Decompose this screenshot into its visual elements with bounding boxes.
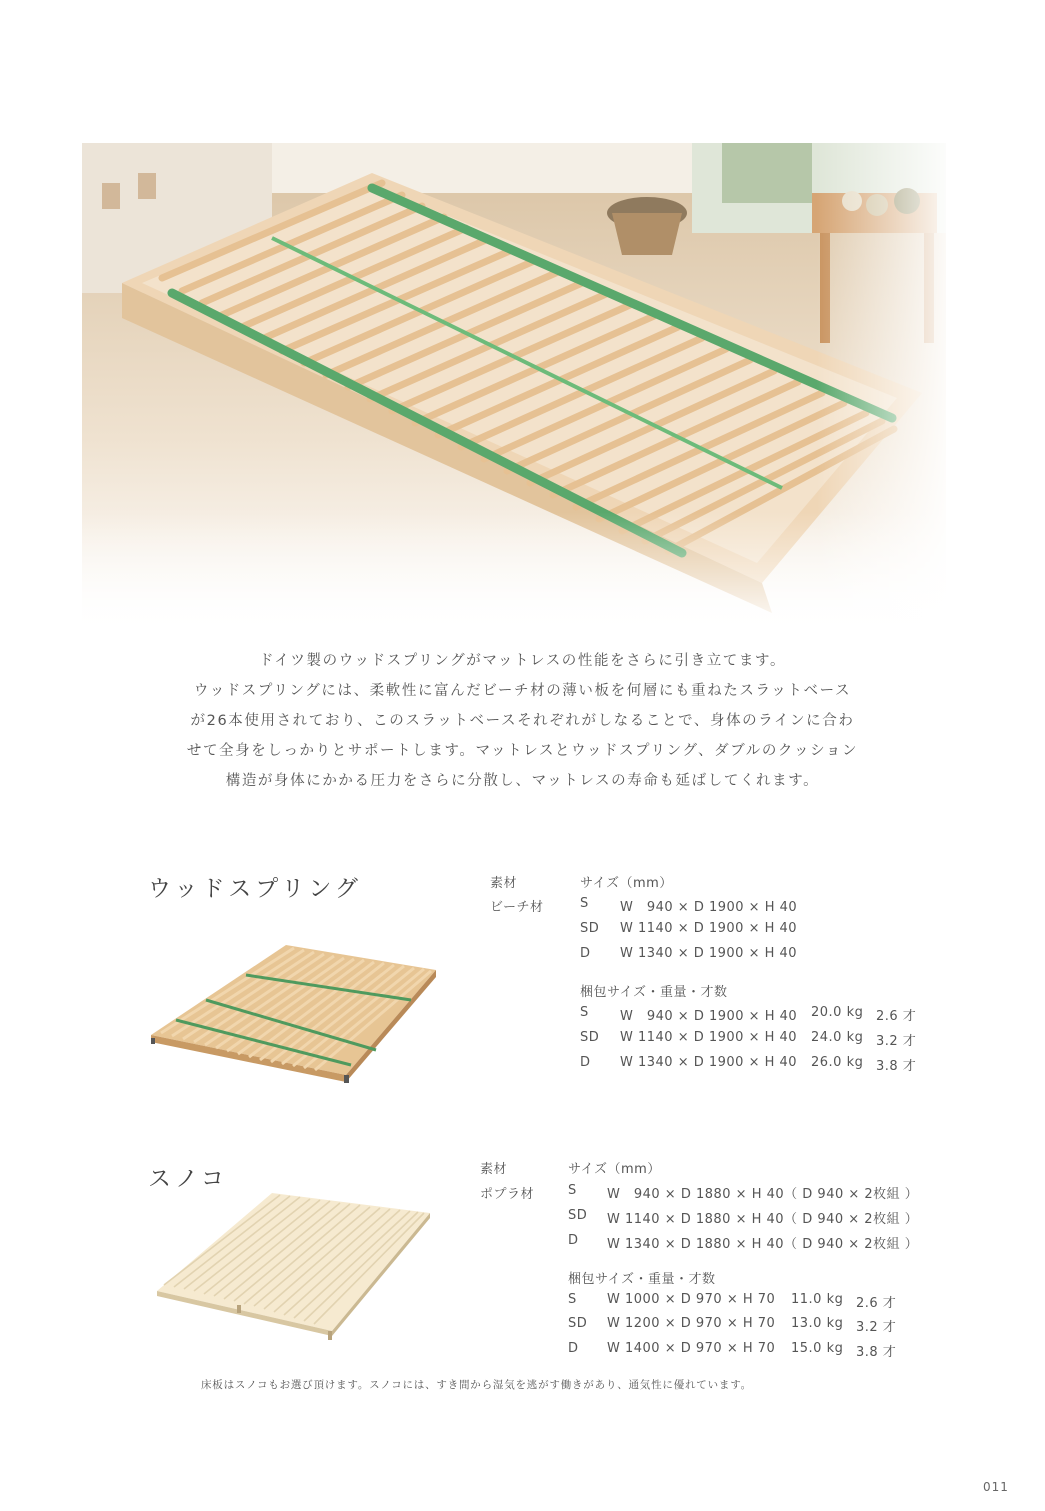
intro-line: 構造が身体にかかる圧力をさらに分散し、マットレスの寿命も延ばしてくれます。 bbox=[225, 773, 820, 789]
intro-line: せて全身をしっかりとサポートします。マットレスとウッドスプリング、ダブルのクッション bbox=[186, 743, 859, 759]
footnote: 床板はスノコもお選び頂けます。スノコには、すき間から湿気を逃がす働きがあり、通気性に優れています。 bbox=[201, 1379, 752, 1391]
intro-line: が26本使用されており、このスラットベースそれぞれがしなることで、身体のラインに合わ bbox=[190, 713, 855, 729]
package-sai: 2.6 才 bbox=[876, 1009, 917, 1024]
size-code: D bbox=[568, 1233, 579, 1248]
intro-line: ドイツ製のウッドスプリングがマットレスの性能をさらに引き立てます。 bbox=[258, 653, 787, 669]
material-value: ビーチ材 bbox=[490, 900, 544, 915]
wood-spring-title: ウッドスプリング bbox=[148, 876, 362, 902]
package-weight: 26.0 kg bbox=[811, 1055, 864, 1070]
package-dims: W 1140 × D 1900 × H 40 bbox=[620, 1030, 798, 1045]
package-code: D bbox=[580, 1055, 591, 1070]
package-sai: 3.2 才 bbox=[876, 1034, 917, 1049]
size-dims: W 1140 × D 1900 × H 40 bbox=[620, 921, 798, 936]
package-dims: W 1200 × D 970 × H 70 bbox=[607, 1316, 776, 1331]
sunoko-title: スノコ bbox=[148, 1166, 228, 1192]
package-weight: 24.0 kg bbox=[811, 1030, 864, 1045]
package-sai: 3.2 才 bbox=[856, 1320, 897, 1335]
package-code: D bbox=[568, 1341, 579, 1356]
size-dims: W 940 × D 1880 × H 40（ D 940 × 2枚組 ） bbox=[607, 1187, 919, 1202]
material-value: ポプラ材 bbox=[480, 1187, 535, 1202]
size-dims: W 940 × D 1900 × H 40 bbox=[620, 900, 798, 915]
size-dims: W 1340 × D 1880 × H 40（ D 940 × 2枚組 ） bbox=[607, 1237, 919, 1252]
package-sai: 2.6 才 bbox=[856, 1296, 897, 1311]
size-label: サイズ（mm） bbox=[580, 876, 673, 891]
hero-photo-wood-spring-bed bbox=[82, 143, 946, 635]
package-weight: 11.0 kg bbox=[791, 1292, 844, 1307]
package-dims: W 940 × D 1900 × H 40 bbox=[620, 1009, 798, 1024]
size-code: D bbox=[580, 946, 591, 961]
page-number: 011 bbox=[983, 1480, 1009, 1494]
size-code: S bbox=[580, 896, 589, 911]
material-label: 素材 bbox=[490, 876, 518, 891]
package-dims: W 1400 × D 970 × H 70 bbox=[607, 1341, 776, 1356]
sunoko-product-image bbox=[152, 1183, 437, 1347]
intro-text bbox=[100, 646, 945, 796]
package-code: SD bbox=[580, 1030, 600, 1045]
package-sai: 3.8 才 bbox=[876, 1059, 917, 1074]
size-dims: W 1140 × D 1880 × H 40（ D 940 × 2枚組 ） bbox=[607, 1212, 919, 1227]
material-label: 素材 bbox=[480, 1162, 508, 1177]
size-label: サイズ（mm） bbox=[568, 1162, 661, 1177]
package-code: S bbox=[568, 1292, 577, 1307]
package-label: 梱包サイズ・重量・才数 bbox=[580, 985, 728, 1000]
package-code: S bbox=[580, 1005, 589, 1020]
package-weight: 15.0 kg bbox=[791, 1341, 844, 1356]
size-code: SD bbox=[580, 921, 600, 936]
size-dims: W 1340 × D 1900 × H 40 bbox=[620, 946, 798, 961]
package-weight: 20.0 kg bbox=[811, 1005, 864, 1020]
intro-line: ウッドスプリングには、柔軟性に富んだビーチ材の薄い板を何層にも重ねたスラットベース bbox=[193, 683, 852, 699]
package-code: SD bbox=[568, 1316, 588, 1331]
size-code: S bbox=[568, 1183, 577, 1198]
wood-spring-product-image bbox=[146, 940, 446, 1094]
package-sai: 3.8 才 bbox=[856, 1345, 897, 1360]
package-weight: 13.0 kg bbox=[791, 1316, 844, 1331]
package-dims: W 1000 × D 970 × H 70 bbox=[607, 1292, 776, 1307]
package-dims: W 1340 × D 1900 × H 40 bbox=[620, 1055, 798, 1070]
package-label: 梱包サイズ・重量・才数 bbox=[568, 1272, 716, 1287]
size-code: SD bbox=[568, 1208, 588, 1223]
